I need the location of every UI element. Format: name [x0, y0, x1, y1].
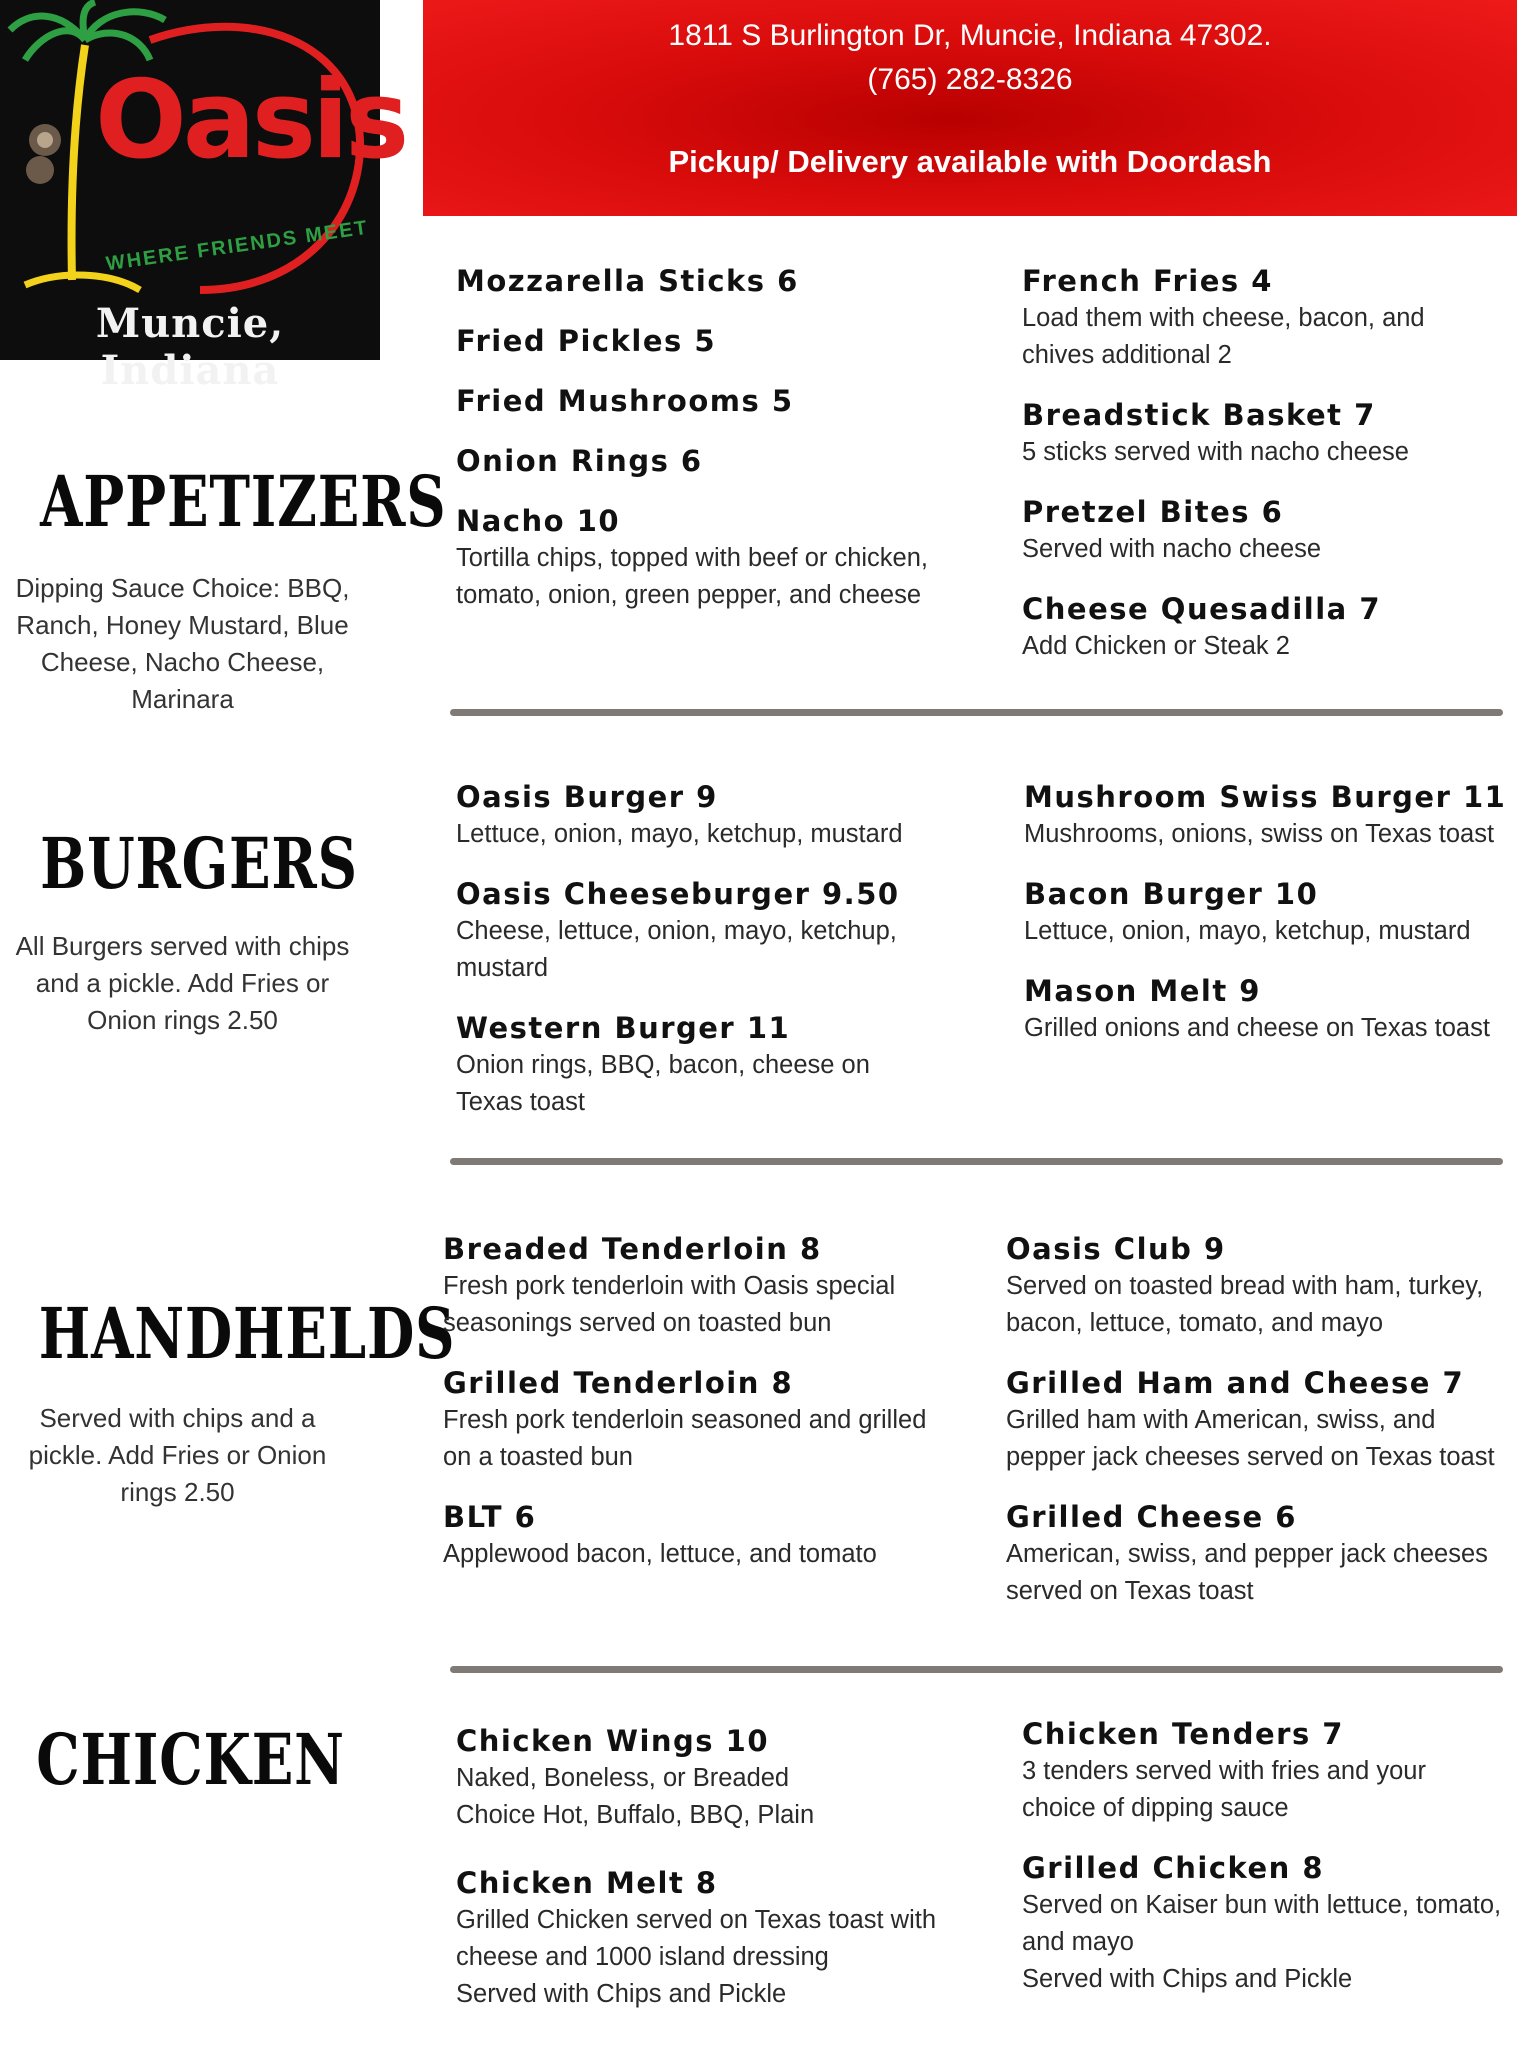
section-title-handhelds: HANDHELDS: [38, 1292, 456, 1375]
item-name: Grilled Cheese 6: [1006, 1500, 1297, 1534]
item-name: Western Burger 11: [456, 1011, 791, 1045]
item-name: Chicken Tenders 7: [1022, 1717, 1344, 1751]
section-title-appetizers: APPETIZERS: [40, 460, 447, 543]
item-description: Lettuce, onion, mayo, ketchup, mustard: [456, 820, 903, 848]
menu-item: [456, 1722, 936, 1834]
item-description: Onion rings, BBQ, bacon, cheese on Texas toast: [456, 1051, 870, 1116]
menu-item: [1006, 1498, 1506, 1610]
item-description: Lettuce, onion, mayo, ketchup, mustard: [1024, 917, 1471, 945]
item-description: Naked, Boneless, or Breaded Choice Hot, Buffalo, BBQ, Plain: [456, 1764, 815, 1829]
menu-item: [1024, 778, 1514, 853]
menu-item: [1022, 396, 1502, 471]
item-name: BLT 6: [443, 1500, 537, 1534]
menu-item: [443, 1498, 933, 1573]
item-description: Served on toasted bread with ham, turkey, bacon, lettuce, tomato, and mayo: [1006, 1272, 1484, 1337]
menu-item: [456, 1864, 936, 2013]
item-name: Grilled Tenderloin 8: [443, 1366, 794, 1400]
item-name: French Fries 4: [1022, 264, 1273, 298]
restaurant-logo: [0, 0, 406, 394]
handhelds-right-column: [1006, 1230, 1506, 1632]
item-name: Grilled Ham and Cheese 7: [1006, 1366, 1465, 1400]
item-name: Fried Mushrooms 5: [456, 384, 794, 418]
phone: (765) 282-8326: [867, 63, 1073, 96]
menu-item: [456, 322, 936, 360]
burgers-right-column: [1024, 778, 1514, 1069]
item-name: Pretzel Bites 6: [1022, 495, 1284, 529]
item-name: Breadstick Basket 7: [1022, 398, 1376, 432]
menu-item: [456, 262, 936, 300]
section-divider: [450, 1666, 1503, 1673]
menu-item: [1024, 875, 1514, 950]
item-name: Oasis Burger 9: [456, 780, 718, 814]
menu-item: [1022, 590, 1502, 665]
menu-item: [456, 382, 936, 420]
item-name: Mushroom Swiss Burger 11: [1024, 780, 1507, 814]
item-description: Applewood bacon, lettuce, and tomato: [443, 1540, 877, 1568]
item-name: Onion Rings 6: [456, 444, 703, 478]
header-banner: [423, 0, 1517, 216]
menu-item: [456, 502, 936, 614]
address: 1811 S Burlington Dr, Muncie, Indiana 47302.: [668, 19, 1272, 52]
item-name: Nacho 10: [456, 504, 621, 538]
menu-item: [1022, 1715, 1502, 1827]
menu-item: [443, 1364, 933, 1476]
section-divider: [450, 1158, 1503, 1165]
item-name: Bacon Burger 10: [1024, 877, 1319, 911]
appetizers-left-column: [456, 262, 936, 636]
item-name: Cheese Quesadilla 7: [1022, 592, 1382, 626]
handhelds-left-column: [443, 1230, 933, 1595]
item-description: American, swiss, and pepper jack cheeses served on Texas toast: [1006, 1540, 1488, 1605]
menu-item: [456, 778, 936, 853]
section-divider: [450, 709, 1503, 716]
item-name: Breaded Tenderloin 8: [443, 1232, 822, 1266]
menu-item: [456, 875, 936, 987]
item-name: Fried Pickles 5: [456, 324, 717, 358]
section-title-burgers: BURGERS: [40, 822, 358, 905]
menu-item: [443, 1230, 933, 1342]
menu-item: [1006, 1230, 1506, 1342]
item-description: Load them with cheese, bacon, and chives additional 2: [1022, 304, 1425, 369]
item-name: Chicken Wings 10: [456, 1724, 770, 1758]
item-name: Oasis Club 9: [1006, 1232, 1226, 1266]
menu-item: [1022, 262, 1502, 374]
menu-item: [456, 1009, 936, 1121]
item-name: Grilled Chicken 8: [1022, 1851, 1325, 1885]
item-description: Tortilla chips, topped with beef or chicken, tomato, onion, green pepper, and cheese: [456, 544, 928, 609]
appetizers-right-column: [1022, 262, 1502, 687]
delivery-note: Pickup/ Delivery available with Doordash: [668, 144, 1272, 179]
section-note-handhelds: Served with chips and a pickle. Add Fries or Onion rings 2.50: [28, 1403, 327, 1507]
burgers-left-column: [456, 778, 936, 1143]
chicken-right-column: [1022, 1715, 1502, 2020]
logo-name: Oasis: [95, 58, 406, 183]
menu-item: [456, 442, 936, 480]
chicken-left-column: [456, 1722, 936, 2035]
item-description: Grilled Chicken served on Texas toast with cheese and 1000 island dressing Served with Chips and Pickle: [456, 1906, 937, 2008]
item-description: Mushrooms, onions, swiss on Texas toast: [1024, 820, 1495, 848]
logo-tagline: WHERE FRIENDS MEET: [104, 216, 371, 276]
menu-item: [1006, 1364, 1506, 1476]
item-description: Fresh pork tenderloin seasoned and grilled on a toasted bun: [443, 1406, 927, 1471]
item-description: 3 tenders served with fries and your choice of dipping sauce: [1022, 1757, 1426, 1822]
item-description: Grilled onions and cheese on Texas toast: [1024, 1014, 1490, 1042]
item-description: Add Chicken or Steak 2: [1022, 632, 1290, 660]
item-description: Cheese, lettuce, onion, mayo, ketchup, mustard: [456, 917, 897, 982]
section-note-burgers: All Burgers served with chips and a pickle. Add Fries or Onion rings 2.50: [15, 931, 350, 1035]
menu-item: [1022, 493, 1502, 568]
logo-city: Muncie, Indiana: [95, 300, 285, 394]
item-name: Oasis Cheeseburger 9.50: [456, 877, 900, 911]
item-description: Served with nacho cheese: [1022, 535, 1322, 563]
item-description: 5 sticks served with nacho cheese: [1022, 438, 1409, 466]
item-description: Served on Kaiser bun with lettuce, tomato, and mayo Served with Chips and Pickle: [1022, 1891, 1502, 1993]
item-description: Grilled ham with American, swiss, and pepper jack cheeses served on Texas toast: [1006, 1406, 1495, 1471]
menu-item: [1024, 972, 1514, 1047]
item-name: Chicken Melt 8: [456, 1866, 718, 1900]
menu-item: [1022, 1849, 1502, 1998]
item-description: Fresh pork tenderloin with Oasis special seasonings served on toasted bun: [443, 1272, 896, 1337]
section-title-chicken: CHICKEN: [36, 1718, 345, 1801]
item-name: Mason Melt 9: [1024, 974, 1261, 1008]
section-note-appetizers: Dipping Sauce Choice: BBQ, Ranch, Honey Mustard, Blue Cheese, Nacho Cheese, Marinara: [15, 573, 350, 714]
item-name: Mozzarella Sticks 6: [456, 264, 799, 298]
